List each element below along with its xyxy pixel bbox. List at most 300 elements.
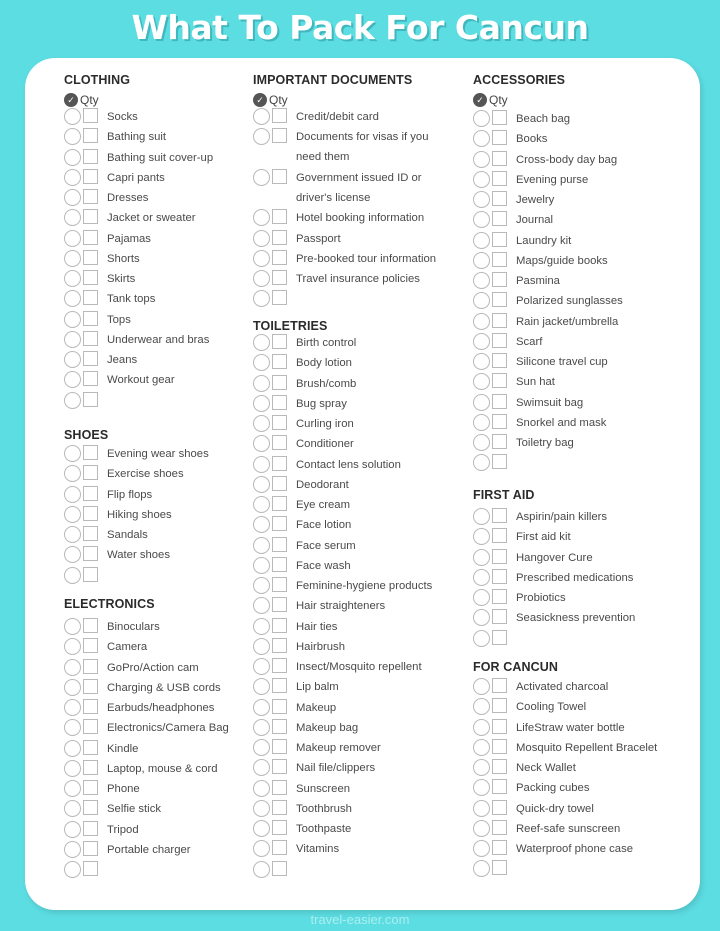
packed-radio[interactable] <box>253 557 270 574</box>
item-label: Bathing suit <box>107 131 167 144</box>
quantity-checkbox[interactable] <box>492 698 507 713</box>
packed-radio[interactable] <box>473 313 490 330</box>
check-circle-icon: ✓ <box>64 93 78 107</box>
checklist-item <box>473 738 657 758</box>
quantity-checkbox[interactable] <box>492 800 507 815</box>
quantity-checkbox[interactable] <box>83 699 98 714</box>
packed-radio[interactable] <box>64 699 81 716</box>
quantity-checkbox[interactable] <box>272 739 287 754</box>
quantity-checkbox[interactable] <box>83 250 98 265</box>
packed-radio[interactable] <box>64 351 81 368</box>
packed-radio[interactable] <box>253 250 270 267</box>
packed-radio[interactable] <box>64 169 81 186</box>
packed-radio[interactable] <box>473 353 490 370</box>
checklist-item <box>473 677 608 697</box>
checklist-item <box>64 840 191 860</box>
packed-radio[interactable] <box>64 546 81 563</box>
packed-radio[interactable] <box>253 435 270 452</box>
quantity-checkbox[interactable] <box>83 311 98 326</box>
quantity-checkbox[interactable] <box>492 508 507 523</box>
quantity-checkbox[interactable] <box>272 395 287 410</box>
quantity-checkbox[interactable] <box>272 209 287 224</box>
item-label: Deodorant <box>296 478 349 491</box>
packed-radio[interactable] <box>473 191 490 208</box>
quantity-checkbox[interactable] <box>272 800 287 815</box>
packed-radio[interactable] <box>473 589 490 606</box>
packed-radio[interactable] <box>473 130 490 147</box>
packed-radio[interactable] <box>64 108 81 125</box>
quantity-checkbox[interactable] <box>83 351 98 366</box>
quantity-checkbox[interactable] <box>83 189 98 204</box>
packed-radio[interactable] <box>253 678 270 695</box>
packed-radio[interactable] <box>253 334 270 351</box>
checklist-item <box>253 289 296 309</box>
quantity-checkbox[interactable] <box>83 760 98 775</box>
checklist-item <box>253 515 351 535</box>
quantity-checkbox[interactable] <box>83 331 98 346</box>
checklist-item <box>253 394 347 414</box>
item-label: Dresses <box>107 192 149 204</box>
packed-radio[interactable] <box>64 780 81 797</box>
packed-radio[interactable] <box>473 292 490 309</box>
checklist-item <box>253 617 337 637</box>
item-label: Tank tops <box>107 293 156 306</box>
packed-radio[interactable] <box>253 800 270 817</box>
quantity-checkbox[interactable] <box>83 445 98 460</box>
checklist-item <box>64 249 140 269</box>
item-label: Beach bag <box>516 113 571 125</box>
quantity-checkbox[interactable] <box>492 589 507 604</box>
quantity-checkbox[interactable] <box>492 394 507 409</box>
quantity-checkbox[interactable] <box>492 434 507 449</box>
packed-radio[interactable] <box>64 719 81 736</box>
packed-radio[interactable] <box>64 740 81 757</box>
packed-radio[interactable] <box>253 415 270 432</box>
packed-radio[interactable] <box>64 270 81 287</box>
checklist-item <box>253 556 351 576</box>
packed-radio[interactable] <box>253 476 270 493</box>
quantity-checkbox[interactable] <box>272 108 287 123</box>
quantity-checkbox[interactable] <box>272 375 287 390</box>
checklist-item <box>253 819 351 839</box>
packed-radio[interactable] <box>473 232 490 249</box>
quantity-checkbox[interactable] <box>492 353 507 368</box>
packed-radio[interactable] <box>64 290 81 307</box>
checklist-item <box>473 778 589 798</box>
packed-radio[interactable] <box>253 719 270 736</box>
packed-radio[interactable] <box>473 151 490 168</box>
checklist-item <box>64 188 148 208</box>
packed-radio[interactable] <box>473 860 490 877</box>
packed-radio[interactable] <box>473 569 490 586</box>
packed-radio[interactable] <box>473 434 490 451</box>
packed-radio[interactable] <box>64 149 81 166</box>
quantity-checkbox[interactable] <box>83 108 98 123</box>
quantity-checkbox[interactable] <box>492 719 507 734</box>
item-label: Charging & USB cords <box>107 681 221 694</box>
item-label: Cooling Towel <box>516 701 587 714</box>
item-label: Vitamins <box>296 843 340 856</box>
item-label: Conditioner <box>296 438 354 451</box>
quantity-checkbox[interactable] <box>272 678 287 693</box>
item-label: Hangover Cure <box>516 551 593 564</box>
packed-radio[interactable] <box>64 618 81 635</box>
item-label: Snorkel and mask <box>516 416 607 429</box>
packed-radio[interactable] <box>473 394 490 411</box>
quantity-checkbox[interactable] <box>492 759 507 774</box>
quantity-checkbox[interactable] <box>492 549 507 564</box>
qty-label: Qty <box>269 93 288 107</box>
packed-radio[interactable] <box>473 549 490 566</box>
checklist-item <box>473 251 608 271</box>
item-label: Makeup bag <box>296 721 359 734</box>
packed-radio[interactable] <box>64 841 81 858</box>
item-label: Jacket or sweater <box>107 212 196 225</box>
quantity-checkbox[interactable] <box>492 313 507 328</box>
packed-radio[interactable] <box>64 760 81 777</box>
checklist-item <box>64 444 209 464</box>
quantity-checkbox[interactable] <box>272 496 287 511</box>
packed-radio[interactable] <box>473 840 490 857</box>
packed-radio[interactable] <box>64 371 81 388</box>
quantity-checkbox[interactable] <box>492 211 507 226</box>
quantity-checkbox[interactable] <box>272 577 287 592</box>
packed-radio[interactable] <box>473 528 490 545</box>
quantity-checkbox[interactable] <box>83 719 98 734</box>
quantity-checkbox[interactable] <box>83 546 98 561</box>
item-label: Socks <box>107 111 138 123</box>
quantity-checkbox[interactable] <box>83 149 98 164</box>
checklist-item <box>473 568 633 588</box>
quantity-checkbox[interactable] <box>272 537 287 552</box>
quantity-checkbox[interactable] <box>492 171 507 186</box>
quantity-checkbox[interactable] <box>272 270 287 285</box>
checklist-item <box>64 698 214 718</box>
quantity-checkbox[interactable] <box>272 861 287 876</box>
packed-radio[interactable] <box>64 331 81 348</box>
packed-radio[interactable] <box>64 506 81 523</box>
checklist-item <box>64 525 148 545</box>
quantity-checkbox[interactable] <box>272 435 287 450</box>
packed-radio[interactable] <box>473 110 490 127</box>
item-label: Tops <box>107 313 131 326</box>
quantity-checkbox[interactable] <box>83 861 98 876</box>
checklist-item <box>473 588 566 608</box>
packed-radio[interactable] <box>253 840 270 857</box>
checklist-item <box>64 820 139 840</box>
checklist-item <box>473 231 571 251</box>
quantity-checkbox[interactable] <box>492 232 507 247</box>
packed-radio[interactable] <box>64 392 81 409</box>
packed-radio[interactable] <box>473 454 490 471</box>
packed-radio[interactable] <box>253 780 270 797</box>
quantity-checkbox[interactable] <box>272 230 287 245</box>
packed-radio[interactable] <box>473 719 490 736</box>
packed-radio[interactable] <box>253 638 270 655</box>
quantity-checkbox[interactable] <box>492 779 507 794</box>
item-label: Makeup remover <box>296 742 381 754</box>
packed-radio[interactable] <box>253 699 270 716</box>
checklist-item <box>253 475 349 495</box>
quantity-checkbox[interactable] <box>83 230 98 245</box>
item-label: Hair ties <box>296 620 338 633</box>
packed-radio[interactable] <box>473 759 490 776</box>
quantity-checkbox[interactable] <box>83 800 98 815</box>
quantity-checkbox[interactable] <box>272 250 287 265</box>
packed-radio[interactable] <box>64 821 81 838</box>
checklist-item <box>473 548 593 568</box>
quantity-checkbox[interactable] <box>83 169 98 184</box>
packed-radio[interactable] <box>64 800 81 817</box>
quantity-checkbox[interactable] <box>492 820 507 835</box>
packed-radio[interactable] <box>473 698 490 715</box>
quantity-checkbox[interactable] <box>492 191 507 206</box>
quantity-checkbox[interactable] <box>492 454 507 469</box>
quantity-checkbox[interactable] <box>492 528 507 543</box>
section-title-toiletries: TOILETRIES <box>253 319 328 333</box>
packed-radio[interactable] <box>253 759 270 776</box>
quantity-checkbox[interactable] <box>492 840 507 855</box>
quantity-checkbox[interactable] <box>83 740 98 755</box>
item-label: Hair straighteners <box>296 600 386 613</box>
quantity-checkbox[interactable] <box>492 110 507 125</box>
packed-radio[interactable] <box>253 618 270 635</box>
checklist-item <box>473 839 633 859</box>
checklist-item <box>253 269 420 289</box>
qty-label: Qty <box>489 93 508 107</box>
qty-label: Qty <box>80 93 99 107</box>
packed-radio[interactable] <box>473 800 490 817</box>
quantity-checkbox[interactable] <box>492 151 507 166</box>
quantity-checkbox[interactable] <box>83 371 98 386</box>
quantity-checkbox[interactable] <box>83 392 98 407</box>
packed-radio[interactable] <box>64 638 81 655</box>
quantity-checkbox[interactable] <box>272 476 287 491</box>
packed-radio[interactable] <box>64 526 81 543</box>
packed-radio[interactable] <box>473 678 490 695</box>
quantity-checkbox[interactable] <box>83 567 98 582</box>
packed-radio[interactable] <box>253 375 270 392</box>
quantity-checkbox[interactable] <box>83 638 98 653</box>
checklist-item <box>64 168 165 188</box>
footer-watermark: travel-easier.com <box>310 912 410 927</box>
packed-radio[interactable] <box>253 456 270 473</box>
packed-radio[interactable] <box>473 508 490 525</box>
quantity-checkbox[interactable] <box>83 290 98 305</box>
packed-radio[interactable] <box>64 486 81 503</box>
item-label: Bathing suit cover-up <box>107 151 214 164</box>
quantity-checkbox[interactable] <box>492 130 507 145</box>
packed-radio[interactable] <box>64 861 81 878</box>
item-label: Feminine-hygiene products <box>296 580 433 592</box>
checklist-item <box>64 310 131 330</box>
packed-radio[interactable] <box>253 230 270 247</box>
packed-radio[interactable] <box>64 311 81 328</box>
item-label: Pajamas <box>107 232 151 245</box>
quantity-checkbox[interactable] <box>272 820 287 835</box>
item-label: Hiking shoes <box>107 508 172 521</box>
quantity-checkbox[interactable] <box>272 169 287 184</box>
quantity-checkbox[interactable] <box>83 821 98 836</box>
quantity-checkbox[interactable] <box>272 699 287 714</box>
quantity-checkbox[interactable] <box>492 860 507 875</box>
packed-radio[interactable] <box>64 189 81 206</box>
checklist-item <box>253 374 356 394</box>
quantity-checkbox[interactable] <box>83 209 98 224</box>
checklist-item <box>473 291 623 311</box>
packed-radio[interactable] <box>64 250 81 267</box>
quantity-checkbox[interactable] <box>492 414 507 429</box>
packed-radio[interactable] <box>473 739 490 756</box>
quantity-checkbox[interactable] <box>272 334 287 349</box>
packed-radio[interactable] <box>473 333 490 350</box>
quantity-checkbox[interactable] <box>83 465 98 480</box>
checklist-item <box>253 718 358 738</box>
quantity-checkbox[interactable] <box>272 128 287 143</box>
packed-radio[interactable] <box>473 820 490 837</box>
item-label: Evening purse <box>516 173 589 186</box>
packed-radio[interactable] <box>64 445 81 462</box>
quantity-checkbox[interactable] <box>492 739 507 754</box>
quantity-checkbox[interactable] <box>272 759 287 774</box>
quantity-checkbox[interactable] <box>83 780 98 795</box>
packed-radio[interactable] <box>253 395 270 412</box>
checklist-item <box>473 393 583 413</box>
packed-radio[interactable] <box>253 820 270 837</box>
quantity-checkbox[interactable] <box>272 658 287 673</box>
checklist-item <box>64 464 184 484</box>
section-title-documents: IMPORTANT DOCUMENTS <box>253 73 413 87</box>
packed-radio[interactable] <box>473 414 490 431</box>
quantity-checkbox[interactable] <box>272 840 287 855</box>
quantity-checkbox[interactable] <box>492 569 507 584</box>
packed-radio[interactable] <box>473 373 490 390</box>
packed-radio[interactable] <box>253 516 270 533</box>
item-label: LifeStraw water bottle <box>516 721 625 734</box>
quantity-checkbox[interactable] <box>83 270 98 285</box>
checklist-item <box>473 799 594 819</box>
item-label: Seasickness prevention <box>516 612 636 625</box>
packed-radio[interactable] <box>253 270 270 287</box>
quantity-checkbox[interactable] <box>272 354 287 369</box>
packed-radio[interactable] <box>253 537 270 554</box>
item-label: Laptop, mouse & cord <box>107 762 218 775</box>
packed-radio[interactable] <box>253 861 270 878</box>
checklist-item <box>253 657 422 677</box>
quantity-checkbox[interactable] <box>83 618 98 633</box>
quantity-checkbox[interactable] <box>272 780 287 795</box>
quantity-checkbox[interactable] <box>83 841 98 856</box>
quantity-checkbox[interactable] <box>272 415 287 430</box>
packed-radio[interactable] <box>253 577 270 594</box>
quantity-checkbox[interactable] <box>83 486 98 501</box>
packed-radio[interactable] <box>253 169 270 186</box>
checklist-item <box>64 566 107 586</box>
quantity-checkbox[interactable] <box>272 557 287 572</box>
packed-radio[interactable] <box>473 252 490 269</box>
quantity-checkbox[interactable] <box>272 290 287 305</box>
quantity-checkbox[interactable] <box>492 333 507 348</box>
checklist-item <box>473 413 606 433</box>
checklist-item <box>253 779 350 799</box>
packed-radio[interactable] <box>64 230 81 247</box>
packed-radio[interactable] <box>473 779 490 796</box>
checklist-item <box>473 453 516 473</box>
packed-radio[interactable] <box>253 354 270 371</box>
qty-legend <box>253 93 288 107</box>
quantity-checkbox[interactable] <box>83 128 98 143</box>
quantity-checkbox[interactable] <box>83 679 98 694</box>
packed-radio[interactable] <box>473 171 490 188</box>
item-label: Underwear and bras <box>107 333 210 346</box>
checklist-item <box>253 127 451 164</box>
item-label: Electronics/Camera Bag <box>107 722 229 735</box>
item-label: Waterproof phone case <box>516 843 634 855</box>
packed-radio[interactable] <box>64 128 81 145</box>
packed-radio[interactable] <box>253 290 270 307</box>
packed-radio[interactable] <box>253 496 270 513</box>
quantity-checkbox[interactable] <box>272 456 287 471</box>
checklist-item <box>253 107 379 127</box>
checklist-item <box>473 170 588 190</box>
quantity-checkbox[interactable] <box>492 678 507 693</box>
packed-radio[interactable] <box>473 272 490 289</box>
packed-radio[interactable] <box>253 658 270 675</box>
checklist-item <box>253 677 339 697</box>
quantity-checkbox[interactable] <box>492 272 507 287</box>
item-label: Makeup <box>296 701 337 714</box>
packed-radio[interactable] <box>473 609 490 626</box>
quantity-checkbox[interactable] <box>492 609 507 624</box>
packed-radio[interactable] <box>253 209 270 226</box>
quantity-checkbox[interactable] <box>272 638 287 653</box>
packed-radio[interactable] <box>64 679 81 696</box>
qty-legend <box>473 93 508 107</box>
packed-radio[interactable] <box>253 597 270 614</box>
checklist-item <box>64 127 166 147</box>
quantity-checkbox[interactable] <box>83 659 98 674</box>
quantity-checkbox[interactable] <box>492 373 507 388</box>
item-label: Contact lens solution <box>296 458 401 471</box>
quantity-checkbox[interactable] <box>83 526 98 541</box>
quantity-checkbox[interactable] <box>272 618 287 633</box>
packed-radio[interactable] <box>64 209 81 226</box>
checklist-item <box>473 332 542 352</box>
item-label: Bug spray <box>296 397 347 410</box>
item-label: Eye cream <box>296 499 350 511</box>
packed-radio[interactable] <box>473 211 490 228</box>
quantity-checkbox[interactable] <box>272 719 287 734</box>
checklist-item <box>473 190 554 210</box>
quantity-checkbox[interactable] <box>272 516 287 531</box>
quantity-checkbox[interactable] <box>492 292 507 307</box>
packed-radio[interactable] <box>64 567 81 584</box>
item-label: Body lotion <box>296 357 352 370</box>
packed-radio[interactable] <box>253 128 270 145</box>
item-label: Selfie stick <box>107 803 161 816</box>
packed-radio[interactable] <box>253 739 270 756</box>
quantity-checkbox[interactable] <box>492 252 507 267</box>
packed-radio[interactable] <box>253 108 270 125</box>
quantity-checkbox[interactable] <box>492 630 507 645</box>
checklist-item <box>253 414 354 434</box>
packed-radio[interactable] <box>64 659 81 676</box>
item-label: Binoculars <box>107 621 160 633</box>
quantity-checkbox[interactable] <box>83 506 98 521</box>
packed-radio[interactable] <box>64 465 81 482</box>
packed-radio[interactable] <box>473 630 490 647</box>
quantity-checkbox[interactable] <box>272 597 287 612</box>
